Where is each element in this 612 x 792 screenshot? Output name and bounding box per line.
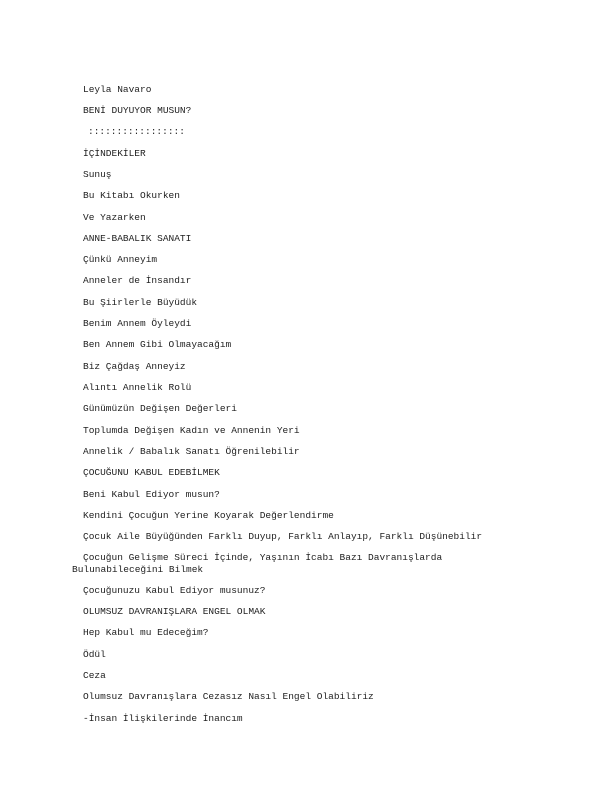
toc-entry: Ve Yazarken <box>83 212 146 223</box>
toc-entry: -İnsan İlişkilerinde İnancım <box>83 713 243 724</box>
toc-section-heading: OLUMSUZ DAVRANIŞLARA ENGEL OLMAK <box>83 606 266 617</box>
toc-entry: Bu Kitabı Okurken <box>83 190 180 201</box>
toc-entry: Toplumda Değişen Kadın ve Annenin Yeri <box>83 425 300 436</box>
toc-section-heading: ÇOCUĞUNU KABUL EDEBİLMEK <box>83 467 220 478</box>
toc-entry: Annelik / Babalık Sanatı Öğrenilebilir <box>83 446 300 457</box>
toc-entry: Çocuğun Gelişme Süreci İçinde, Yaşının İcabı Bazı Davranışlarda <box>83 552 443 563</box>
toc-heading: İÇİNDEKİLER <box>83 148 146 159</box>
author-name: Leyla Navaro <box>83 84 152 95</box>
toc-entry: Sunuş <box>83 169 112 180</box>
toc-entry: Alıntı Annelik Rolü <box>83 382 192 393</box>
toc-entry: Ceza <box>83 670 106 681</box>
toc-entry: Anneler de İnsandır <box>83 275 192 286</box>
toc-entry: Kendini Çocuğun Yerine Koyarak Değerlendirme <box>83 510 334 521</box>
book-title: BENİ DUYUYOR MUSUN? <box>83 105 192 116</box>
toc-entry: Benim Annem Öyleydi <box>83 318 192 329</box>
separator-line: ::::::::::::::::: <box>88 126 185 137</box>
toc-entry: Hep Kabul mu Edeceğim? <box>83 627 209 638</box>
toc-entry: Biz Çağdaş Anneyiz <box>83 361 186 372</box>
toc-entry: Olumsuz Davranışlara Cezasız Nasıl Engel Olabiliriz <box>83 691 374 702</box>
toc-entry: Çünkü Anneyim <box>83 254 158 265</box>
toc-entry: Bu Şiirlerle Büyüdük <box>83 297 198 308</box>
toc-entry: Çocuğunuzu Kabul Ediyor musunuz? <box>83 585 266 596</box>
toc-entry: Çocuk Aile Büyüğünden Farklı Duyup, Farklı Anlayıp, Farklı Düşünebilir <box>83 531 483 542</box>
toc-entry: Ben Annem Gibi Olmayacağım <box>83 339 232 350</box>
toc-section-heading: ANNE-BABALIK SANATI <box>83 233 192 244</box>
toc-entry: Beni Kabul Ediyor musun? <box>83 489 220 500</box>
toc-entry: Ödül <box>83 649 106 660</box>
toc-entry-continuation: Bulunabileceğini Bilmek <box>72 564 204 575</box>
toc-entry: Günümüzün Değişen Değerleri <box>83 403 237 414</box>
